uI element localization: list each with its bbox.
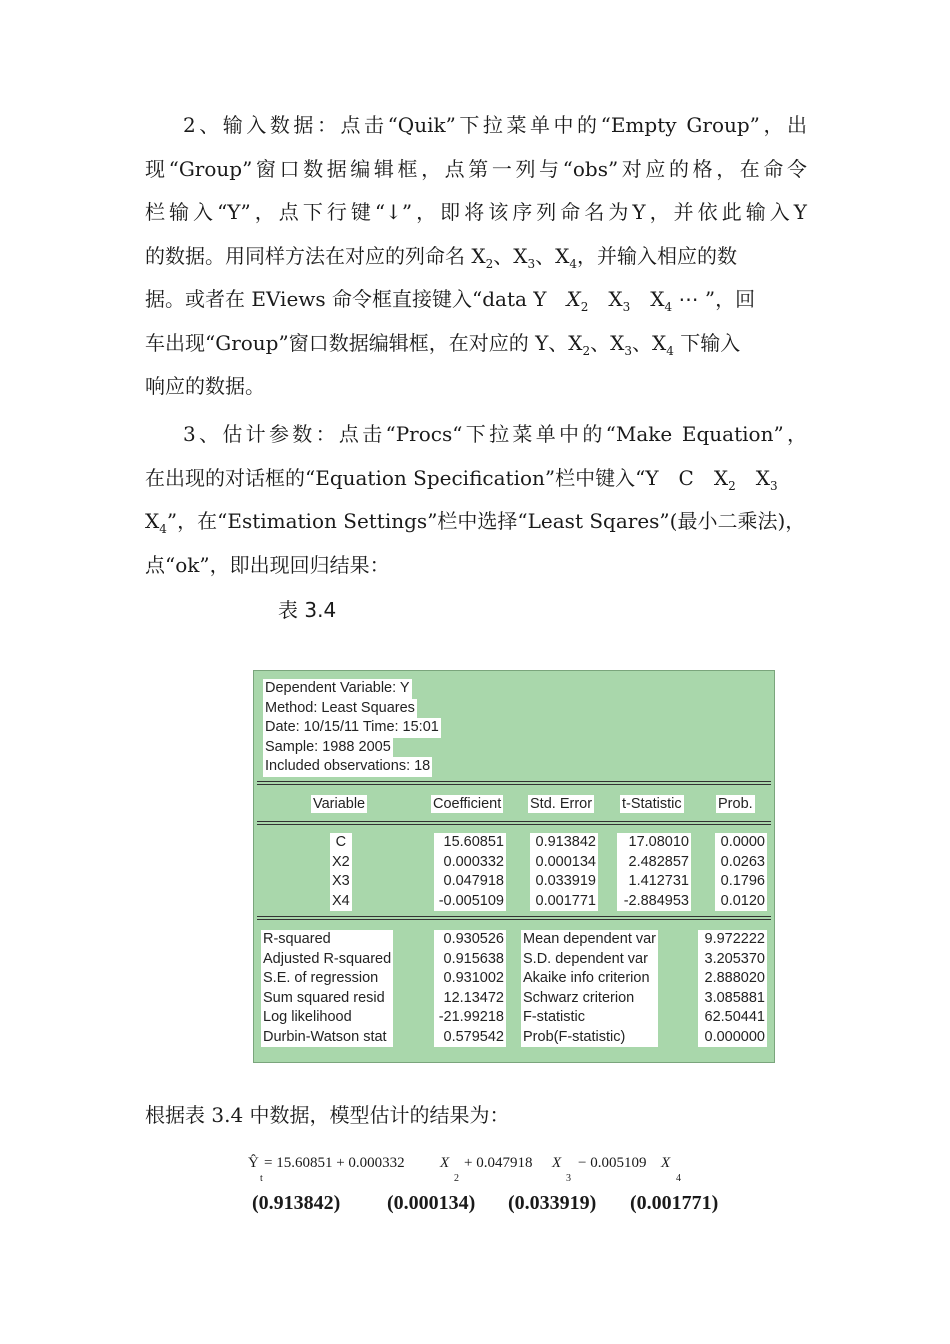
step2-line-2: 现“Group”窗口数据编辑框，点第一列与“obs”对应的格，在命令 <box>145 156 807 181</box>
text-run: 、X <box>632 330 667 355</box>
step2-line-7: 响应的数据。 <box>145 374 265 398</box>
text-run: 据。或者在 EViews 命令框直接键入“data Y <box>145 287 567 311</box>
table-cell: 0.033919 <box>530 872 598 892</box>
column-header-std-error: Std. Error <box>530 796 593 812</box>
table-cell: 17.08010 <box>617 833 691 853</box>
subscript: 2 <box>580 300 589 314</box>
column-header-prob: Prob. <box>718 796 753 812</box>
eviews-header <box>263 679 441 777</box>
column-header-coefficient: Coefficient <box>433 796 502 812</box>
divider <box>257 821 771 825</box>
column-header-variable: Variable <box>313 796 366 812</box>
std-error-value: (0.913842) <box>252 1192 341 1214</box>
stat-value: 0.000000 <box>698 1028 767 1048</box>
std-error-value: (0.000134) <box>387 1192 476 1214</box>
text-run: X <box>145 509 160 533</box>
text-run: 、X <box>590 330 625 355</box>
stat-label: R-squared <box>261 930 393 950</box>
stat-value: 0.579542 <box>434 1028 506 1048</box>
text-run: X <box>630 287 665 311</box>
stat-value: 3.205370 <box>698 950 767 970</box>
subscript: 3 <box>624 343 633 358</box>
table-cell: X3 <box>330 872 352 892</box>
result-paragraph: 根据表 3.4 中数据，模型估计的结果为： <box>145 1103 510 1127</box>
stats-right-labels <box>521 930 658 1047</box>
formula-term: − 0.005109 <box>578 1155 647 1171</box>
text-run: ”，在“Estimation Settings”栏中选择“Least Sqares”(最小二乘法)， <box>166 509 806 533</box>
stat-label: Mean dependent var <box>521 930 658 950</box>
stat-value: 62.50441 <box>698 1008 767 1028</box>
t-statistic-column <box>617 833 691 911</box>
formula-subscript: 3 <box>566 1173 571 1184</box>
text-run: ⋯ ”，回 <box>672 287 756 311</box>
eviews-output-table <box>253 670 775 1063</box>
subscript: 3 <box>622 300 631 314</box>
formula-term: + 0.047918 <box>464 1155 533 1171</box>
stat-value: -21.99218 <box>434 1008 506 1028</box>
table-cell: 0.913842 <box>530 833 598 853</box>
table-cell: C <box>330 833 352 853</box>
std-error-column <box>530 833 598 911</box>
table-cell: 0.1796 <box>715 872 767 892</box>
table-cell: 1.412731 <box>617 872 691 892</box>
step2-paragraph <box>145 104 807 409</box>
header-line: Date: 10/15/11 Time: 15:01 <box>263 718 441 738</box>
step2-line-6 <box>145 322 807 366</box>
text-run: X <box>588 287 623 311</box>
table-cell: -2.884953 <box>617 892 691 912</box>
stat-label: F-statistic <box>521 1008 658 1028</box>
table-caption: 表 3.4 <box>278 598 337 622</box>
prob-column <box>715 833 767 911</box>
stat-label: Durbin-Watson stat <box>261 1028 393 1048</box>
table-cell: -0.005109 <box>434 892 506 912</box>
text-run: 、X <box>535 243 570 268</box>
std-error-value: (0.033919) <box>508 1192 597 1214</box>
stat-label: Prob(F-statistic) <box>521 1028 658 1048</box>
text-run: 车出现“Group”窗口数据编辑框，在对应的 Y、X <box>145 330 583 355</box>
subscript: 4 <box>664 300 673 314</box>
header-line: Dependent Variable: Y <box>263 679 412 699</box>
step2-line-4 <box>145 235 807 279</box>
step2-line-5 <box>145 278 807 322</box>
formula-subscript: 4 <box>676 1173 681 1184</box>
stats-left-labels <box>261 930 393 1047</box>
text-run: X <box>735 465 770 490</box>
table-cell: X4 <box>330 892 352 912</box>
text-run: 在出现的对话框的“Equation Specification”栏中键入“Y C X <box>145 465 729 490</box>
formula-x2: X <box>440 1155 450 1171</box>
text-run: X <box>566 287 581 311</box>
step2-line-1: 2、输入数据：点击“Quik”下拉菜单中的“Empty Group”，出 <box>183 113 807 137</box>
stat-label: Schwarz criterion <box>521 989 658 1009</box>
step3-line-3 <box>145 500 807 544</box>
text-run: 下输入 <box>673 330 741 355</box>
formula-lhs-subscript: t <box>260 1173 263 1184</box>
step3-line-1: 3、估计参数：点击“Procs“下拉菜单中的“Make Equation”， <box>183 422 807 446</box>
std-error-value: (0.001771) <box>630 1192 719 1214</box>
subscript: 4 <box>159 522 167 536</box>
header-line: Included observations: 18 <box>263 757 432 777</box>
header-line: Method: Least Squares <box>263 699 417 719</box>
table-cell: 0.000134 <box>530 853 598 873</box>
subscript: 2 <box>485 256 494 271</box>
text-run: 、X <box>493 243 528 268</box>
text-run: 的数据。用同样方法在对应的列命名 X <box>145 243 486 268</box>
divider <box>257 916 771 920</box>
table-cell: 0.0120 <box>715 892 767 912</box>
step3-line-2 <box>145 457 807 501</box>
stat-value: 0.915638 <box>434 950 506 970</box>
stats-right-values <box>698 930 767 1047</box>
divider <box>257 781 771 785</box>
text-run: ，并输入相应的数 <box>577 243 738 268</box>
table-cell: 0.001771 <box>530 892 598 912</box>
step3-paragraph <box>145 413 807 587</box>
stat-value: 12.13472 <box>434 989 506 1009</box>
table-cell: 0.000332 <box>434 853 506 873</box>
stat-label: Adjusted R-squared <box>261 950 393 970</box>
table-cell: 15.60851 <box>434 833 506 853</box>
step3-line-4: 点“ok”，即出现回归结果： <box>145 552 390 577</box>
table-cell: 0.0000 <box>715 833 767 853</box>
stat-label: Akaike info criterion <box>521 969 658 989</box>
formula-subscript: 2 <box>454 1173 459 1184</box>
stats-left-values <box>434 930 506 1047</box>
formula-term: = 15.60851 + 0.000332 <box>264 1155 405 1171</box>
stat-label: S.D. dependent var <box>521 950 658 970</box>
subscript: 4 <box>666 343 674 358</box>
table-cell: X2 <box>330 853 352 873</box>
stat-value: 9.972222 <box>698 930 767 950</box>
subscript: 3 <box>527 256 536 271</box>
table-cell: 0.047918 <box>434 872 506 892</box>
formula-x3: X <box>552 1155 562 1171</box>
subscript: 4 <box>569 256 578 271</box>
step2-line-3: 栏输入“Y”，点下行键“↓”，即将该序列命名为Y，并依此输入Y <box>145 200 807 224</box>
stat-label: Sum squared resid <box>261 989 393 1009</box>
subscript: 3 <box>770 478 778 493</box>
stat-value: 0.931002 <box>434 969 506 989</box>
coefficient-column <box>434 833 506 911</box>
table-cell: 0.0263 <box>715 853 767 873</box>
subscript: 2 <box>728 478 736 493</box>
stat-label: Log likelihood <box>261 1008 393 1028</box>
formula-lhs: Ŷ <box>248 1155 259 1171</box>
stat-value: 3.085881 <box>698 989 767 1009</box>
formula-x4: X <box>661 1155 671 1171</box>
subscript: 2 <box>582 343 591 358</box>
stat-label: S.E. of regression <box>261 969 393 989</box>
table-cell: 2.482857 <box>617 853 691 873</box>
variable-column <box>330 833 352 911</box>
stat-value: 2.888020 <box>698 969 767 989</box>
header-line: Sample: 1988 2005 <box>263 738 393 758</box>
column-header-t-statistic: t-Statistic <box>622 796 682 812</box>
stat-value: 0.930526 <box>434 930 506 950</box>
